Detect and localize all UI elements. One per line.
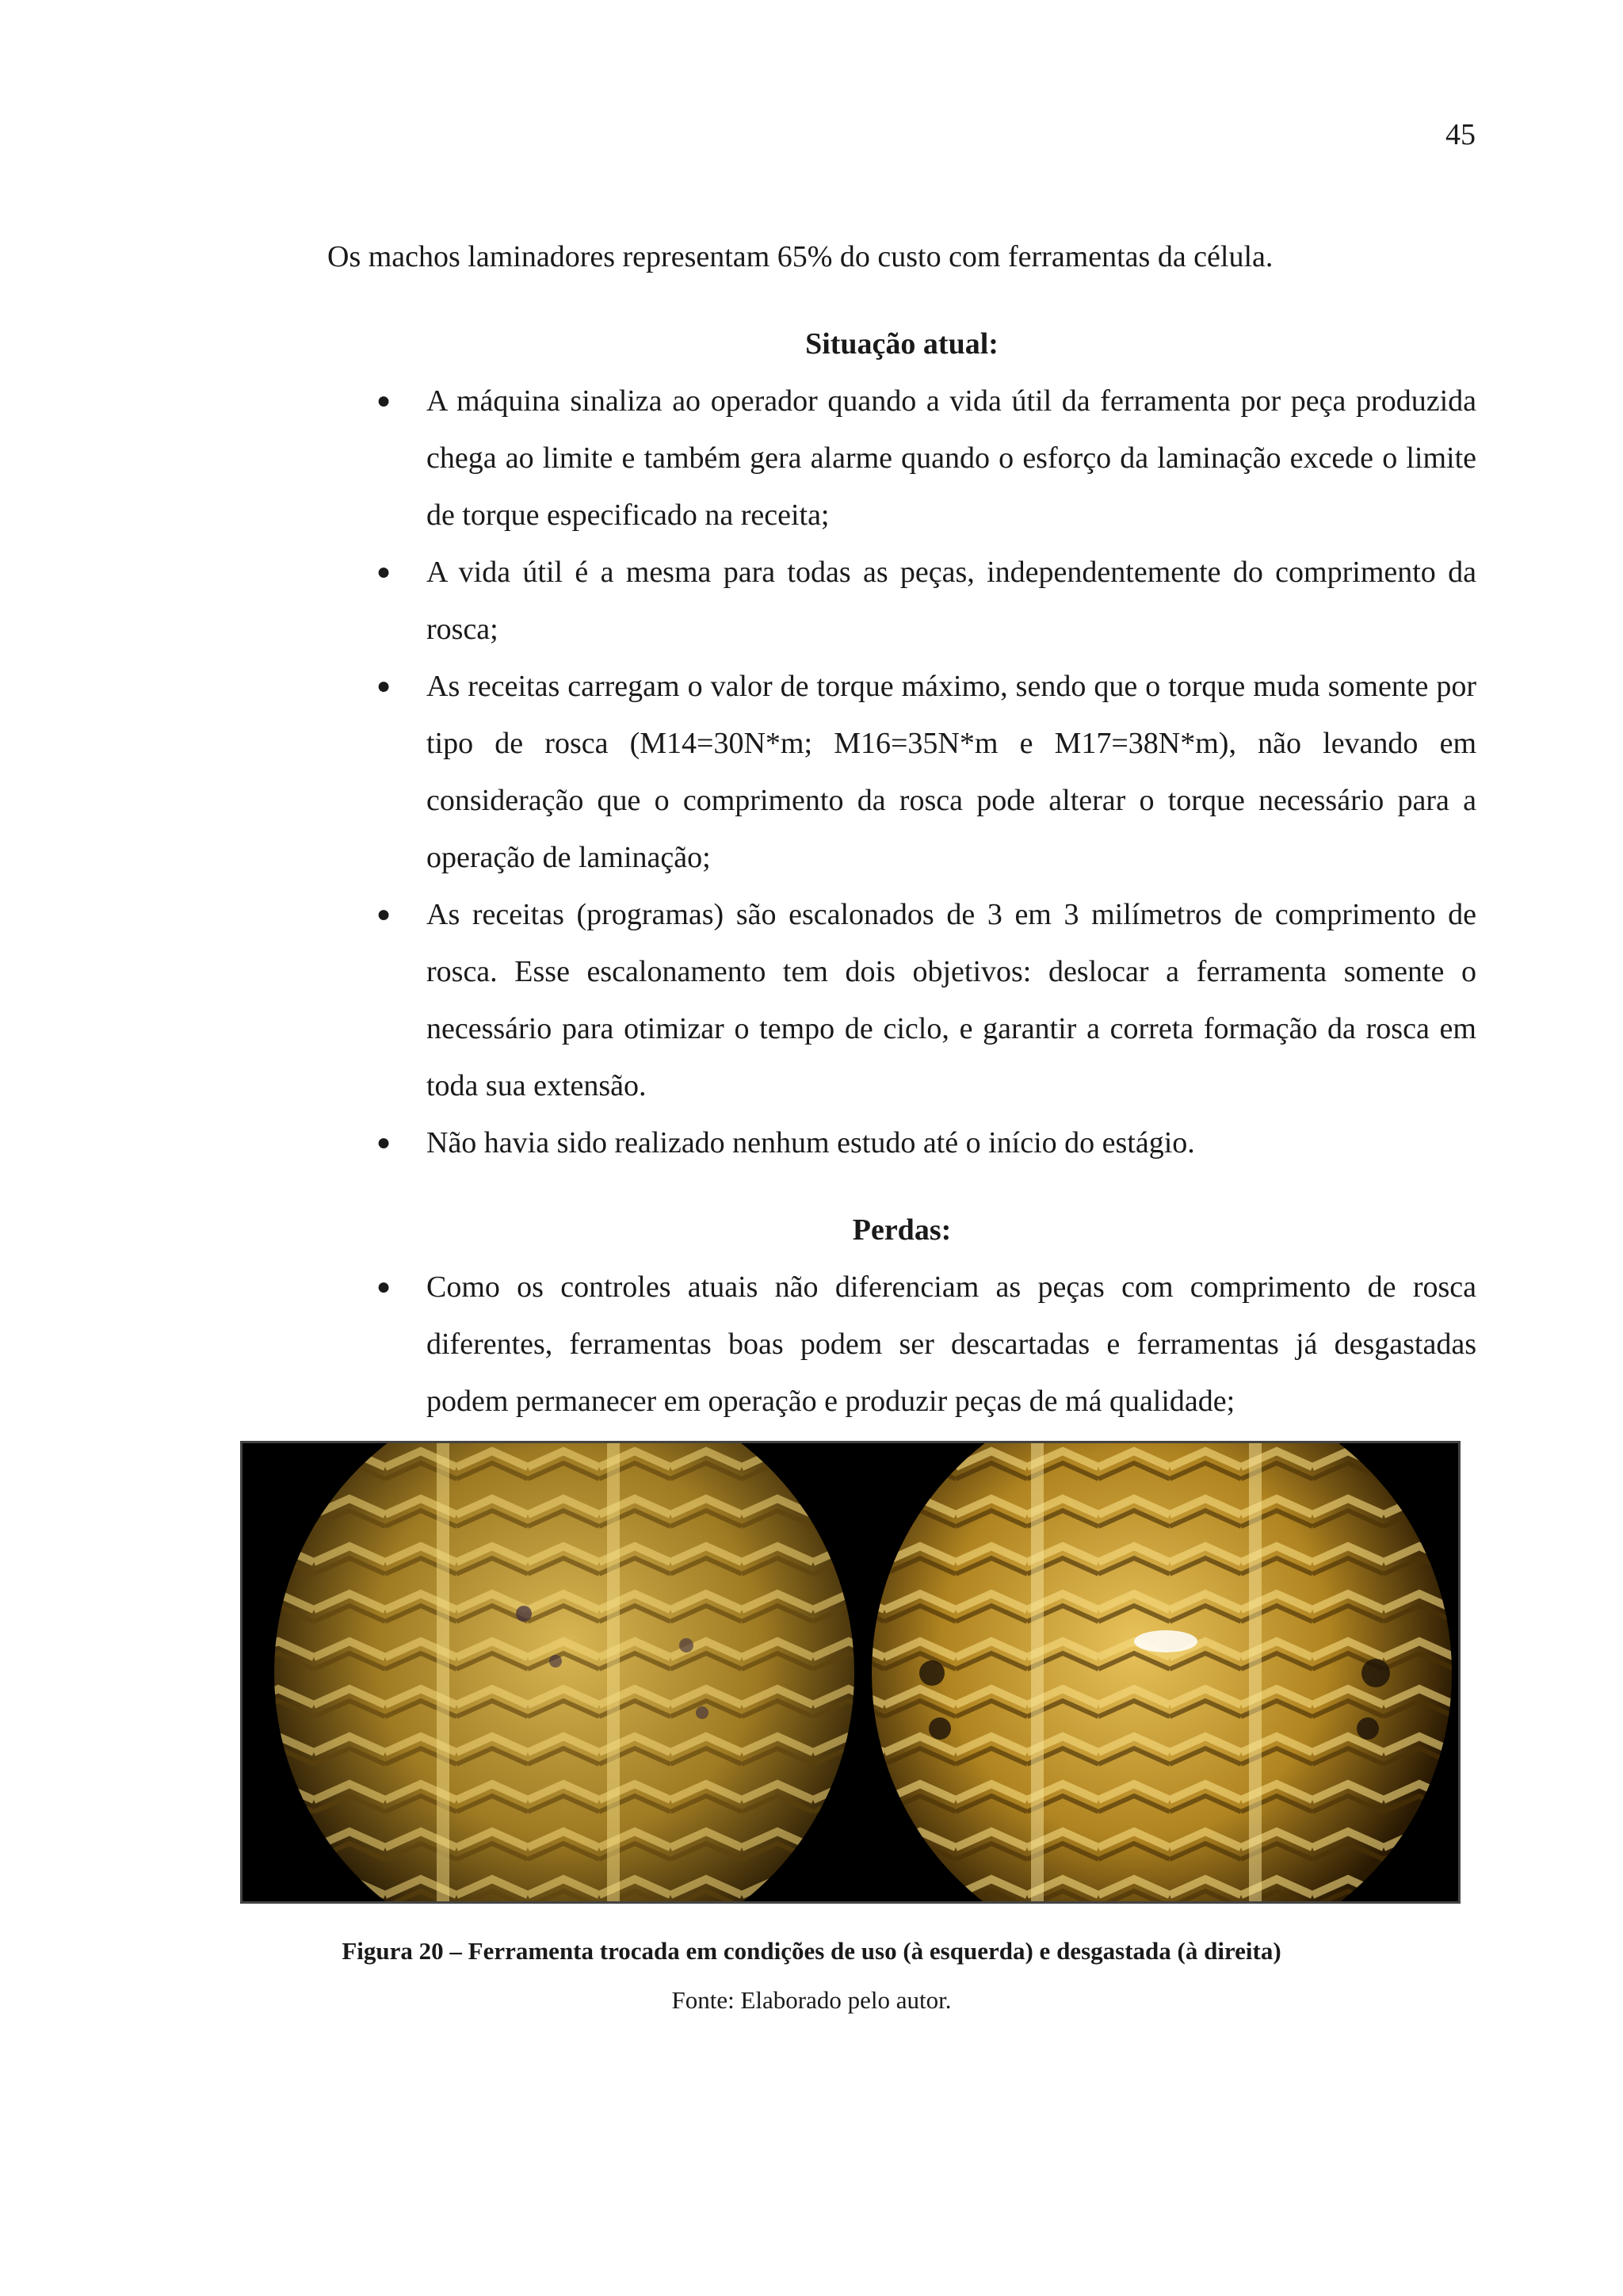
right-lens-photo bbox=[872, 1443, 1458, 1904]
page-number: 45 bbox=[1445, 118, 1476, 151]
figure-caption: Figura 20 – Ferramenta trocada em condições de uso (à esquerda) e desgastada (à direita) bbox=[342, 1937, 1281, 1965]
left-lens-photo bbox=[274, 1443, 861, 1904]
document-body bbox=[327, 228, 1476, 1430]
list-item: ● As receitas carregam o valor de torque máximo, sendo que o torque muda somente por tipo de rosca (M14=30N*m; M16=35N*m e M17=38N*m), não levando em consideração que o comprimento da rosca pode alterar o torque necessário para a operação de laminação; bbox=[327, 658, 1476, 886]
bullet-icon: ● bbox=[376, 673, 391, 699]
list-item: ● As receitas (programas) são escalonados de 3 em 3 milímetros de comprimento de rosca. Esse escalonamento tem dois objetivos: deslocar a ferramenta somente o necessário para otimizar o tempo de ciclo, e garantir a correta formação da rosca em toda sua extensão. bbox=[327, 886, 1476, 1114]
bullet-list-situacao bbox=[327, 372, 1476, 1171]
figure-tool-photos bbox=[240, 1441, 1461, 1904]
section-title-perdas: Perdas: bbox=[852, 1213, 952, 1247]
figure-source: Fonte: Elaborado pelo autor. bbox=[671, 1986, 952, 2014]
bullet-icon: ● bbox=[376, 388, 391, 414]
bullet-icon: ● bbox=[376, 901, 391, 927]
bullet-icon: ● bbox=[376, 1129, 391, 1156]
list-item: ● Não havia sido realizado nenhum estudo até o início do estágio. bbox=[327, 1114, 1476, 1171]
section-title-situacao: Situação atual: bbox=[805, 327, 999, 361]
list-item: ● A máquina sinaliza ao operador quando a vida útil da ferramenta por peça produzida chega ao limite e também gera alarme quando o esforço da laminação excede o limite de torque especificado na receita; bbox=[327, 372, 1476, 544]
bullet-icon: ● bbox=[376, 1274, 391, 1300]
tool-photo-illustration bbox=[242, 1443, 1461, 1904]
intro-paragraph: Os machos laminadores representam 65% do custo com ferramentas da célula. bbox=[327, 240, 1274, 273]
list-item: ● A vida útil é a mesma para todas as peças, independentemente do comprimento da rosca; bbox=[327, 544, 1476, 658]
list-item: ● Como os controles atuais não diferenciam as peças com comprimento de rosca diferentes, ferramentas boas podem ser descartadas e ferramentas já desgastadas podem permanecer em operação e produzir peças de má qualidade; bbox=[327, 1259, 1476, 1430]
bullet-list-perdas bbox=[327, 1259, 1476, 1430]
bullet-icon: ● bbox=[376, 559, 391, 585]
